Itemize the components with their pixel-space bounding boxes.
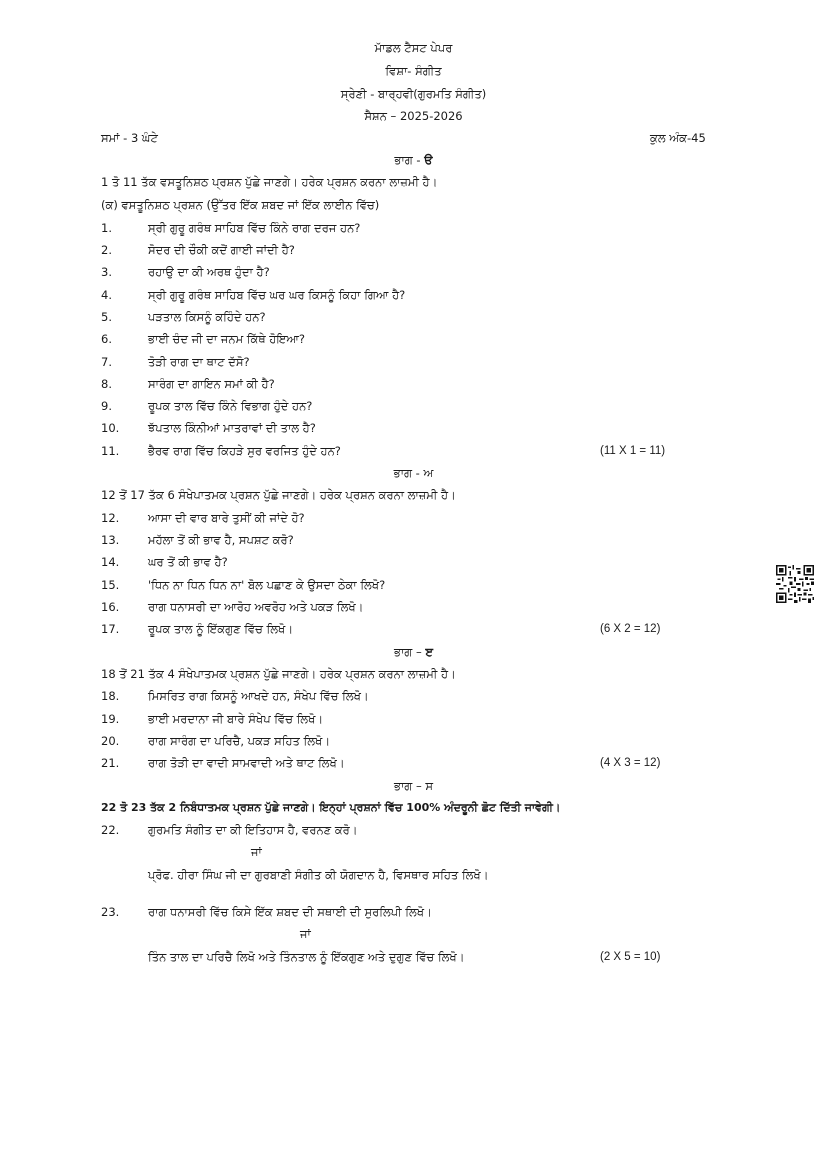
question-text: ਸ੍ਰੀ ਗੁਰੂ ਗਰੰਥ ਸਾਹਿਬ ਵਿੱਚ ਘਰ ਘਰ ਕਿਸਨੂੰ ਕਿਹਾ ਗਿਆ ਹੈ? (148, 288, 406, 302)
question-text: ਮਹੱਲਾ ਤੋਂ ਕੀ ਭਾਵ ਹੈ, ਸਪਸ਼ਟ ਕਰੋ? (148, 533, 294, 547)
question-text: ਪੜਤਾਲ ਕਿਸਨੂੰ ਕਹਿੰਦੇ ਹਨ? (148, 310, 266, 324)
total-marks: ਕੁਲ ਅੰਕ-45 (650, 131, 706, 145)
question-text: ਭਾਈ ਚੰਦ ਜੀ ਦਾ ਜਨਮ ਕਿੱਥੇ ਹੋਇਆ? (148, 332, 305, 346)
question-text-alternative: ਤਿੰਨ ਤਾਲ ਦਾ ਪਰਿਚੈ ਲਿਖੋ ਅਤੇ ਤਿੰਨਤਾਲ ਨੂੰ ਇੱਕਗੁਣ ਅਤੇ ਦੁਗੁਣ ਵਿੱਚ ਲਿਖੋ। (148, 950, 465, 964)
question-text: ਰਾਗ ਧਨਾਸਰੀ ਵਿੱਚ ਕਿਸੇ ਇੱਕ ਸ਼ਬਦ ਦੀ ਸਥਾਈ ਦੀ ਸੁਰਲਿਪੀ ਲਿਖੋ। (148, 905, 432, 919)
question-number: 3. (101, 265, 112, 279)
or-label: ਜਾਂ (251, 845, 262, 859)
question-text: ਗੁਰਮਤਿ ਸੰਗੀਤ ਦਾ ਕੀ ਇਤਿਹਾਸ ਹੈ, ਵਰਨਣ ਕਰੋ। (148, 823, 358, 837)
section-b-heading-letter: ਅ (423, 466, 434, 480)
question-number: 13. (101, 533, 120, 547)
section-d-marks: (2 X 5 = 10) (600, 951, 661, 963)
question-number: 15. (101, 578, 120, 592)
question-number: 10. (101, 421, 120, 435)
question-number: 17. (101, 622, 120, 636)
qr-code-icon (776, 565, 814, 603)
time-allowed: ਸਮਾਂ - 3 ਘੰਟੇ (101, 131, 158, 145)
section-c-instruction: 18 ਤੋਂ 21 ਤੱਕ 4 ਸੰਖੇਪਾਤਮਕ ਪ੍ਰਸ਼ਨ ਪੁੱਛੇ ਜਾਣਗੇ। ਹਰੇਕ ਪ੍ਰਸ਼ਨ ਕਰਨਾ ਲਾਜ਼ਮੀ ਹੈ। (101, 667, 456, 681)
section-d-instruction: 22 ਤੋ 23 ਤੱਕ 2 ਨਿਬੰਧਾਤਮਕ ਪ੍ਰਸ਼ਨ ਪੁੱਛੇ ਜਾਣਗੇ। ਇਨ੍ਹਾਂ ਪ੍ਰਸ਼ਨਾਂ ਵਿੱਚ 100% ਅੰਦਰੂਨੀ ਛੋਟ ਦਿੱਤੀ ਜਾਵੇਗੀ। (101, 801, 561, 814)
section-b-heading (0, 466, 827, 480)
question-text: ਮਿਸਰਿਤ ਰਾਗ ਕਿਸਨੂੰ ਆਖਦੇ ਹਨ, ਸੰਖੇਪ ਵਿੱਚ ਲਿਖੋ। (148, 689, 369, 703)
class-line: ਸ੍ਰੇਣੀ - ਬਾਰ੍ਹਵੀ(ਗੁਰਮਤਿ ਸੰਗੀਤ) (340, 87, 487, 101)
or-label: ਜਾਂ (300, 927, 311, 941)
question-number: 23. (101, 905, 120, 919)
question-number: 12. (101, 511, 120, 525)
section-c-heading-letter: ੲ (425, 645, 434, 659)
question-number: 8. (101, 377, 112, 391)
question-text: ਰੂਪਕ ਤਾਲ ਵਿੱਚ ਕਿੰਨੇ ਵਿਭਾਗ ਹੁੰਦੇ ਹਨ? (148, 399, 313, 413)
question-text: ਰਾਗ ਤੋੜੀ ਦਾ ਵਾਦੀ ਸਾਮਵਾਦੀ ਅਤੇ ਥਾਟ ਲਿਖੋ। (148, 756, 345, 770)
question-text: ਸ੍ਰੀ ਗੁਰੂ ਗਰੰਥ ਸਾਹਿਬ ਵਿੱਚ ਕਿੰਨੇ ਰਾਗ ਦਰਜ ਹਨ? (148, 221, 361, 235)
section-c-heading-prefix: ਭਾਗ – (393, 645, 426, 659)
question-number: 5. (101, 310, 112, 324)
question-number: 19. (101, 712, 120, 726)
section-b-marks: (6 X 2 = 12) (600, 623, 661, 635)
section-a-heading-prefix: ਭਾਗ - (394, 153, 425, 167)
question-text: ਰਹਾਉ ਦਾ ਕੀ ਅਰਥ ਹੁੰਦਾ ਹੈ? (148, 265, 270, 279)
subject-line: ਵਿਸ਼ਾ- ਸੰਗੀਤ (385, 64, 442, 78)
question-number: 18. (101, 689, 120, 703)
question-number: 9. (101, 399, 112, 413)
question-number: 7. (101, 355, 112, 369)
question-number: 11. (101, 444, 120, 458)
question-number: 2. (101, 243, 112, 257)
question-number: 14. (101, 555, 120, 569)
section-d-heading: ਭਾਗ – ਸ (393, 779, 434, 793)
question-number: 22. (101, 823, 120, 837)
section-a-instruction: 1 ਤੋ 11 ਤੱਕ ਵਸਤੂਨਿਸ਼ਠ ਪ੍ਰਸ਼ਨ ਪੁੱਛੇ ਜਾਣਗੇ। ਹਰੇਕ ਪ੍ਰਸ਼ਨ ਕਰਨਾ ਲਾਜ਼ਮੀ ਹੈ। (101, 175, 438, 189)
section-b-heading-prefix: ਭਾਗ - (393, 466, 424, 480)
question-text: ਤੋੜੀ ਰਾਗ ਦਾ ਥਾਟ ਦੱਸੋ? (148, 355, 250, 369)
question-text: ਭਾਈ ਮਰਦਾਨਾ ਜੀ ਬਾਰੇ ਸੰਖੇਪ ਵਿੱਚ ਲਿਖੋ। (148, 712, 324, 726)
question-text: ਭੈਰਵ ਰਾਗ ਵਿੱਚ ਕਿਹੜੇ ਸੁਰ ਵਰਜਿਤ ਹੁੰਦੇ ਹਨ? (148, 444, 341, 458)
question-number: 20. (101, 734, 120, 748)
section-a-heading-letter: ੳ (424, 153, 433, 167)
section-a-sub-instruction: (ਕ) ਵਸਤੂਨਿਸ਼ਠ ਪ੍ਰਸ਼ਨ (ਉੱਤਰ ਇੱਕ ਸ਼ਬਦ ਜਾਂ ਇੱਕ ਲਾਈਨ ਵਿੱਚ) (101, 198, 380, 212)
question-number: 21. (101, 756, 120, 770)
question-number: 16. (101, 600, 120, 614)
paper-title: ਮਾੱਡਲ ਟੈਸਟ ਪੇਪਰ (374, 41, 453, 55)
question-number: 1. (101, 221, 112, 235)
question-text: 'ਧਿਨ ਨਾ ਧਿਨ ਧਿਨ ਨਾ' ਬੋਲ ਪਛਾਣ ਕੇ ਉਸਦਾ ਠੇਕਾ ਲਿਖੋ? (148, 578, 386, 592)
section-b-instruction: 12 ਤੋਂ 17 ਤੱਕ 6 ਸੰਖੇਪਾਤਮਕ ਪ੍ਰਸ਼ਨ ਪੁੱਛੇ ਜਾਣਗੇ। ਹਰੇਕ ਪ੍ਰਸ਼ਨ ਕਰਨਾ ਲਾਜ਼ਮੀ ਹੈ। (101, 488, 456, 502)
question-text: ਰਾਗ ਧਨਾਸਰੀ ਦਾ ਆਰੋਹ ਅਵਰੋਹ ਅਤੇ ਪਕੜ ਲਿਖੋ। (148, 600, 364, 614)
question-number: 6. (101, 332, 112, 346)
session-line: ਸੈਸ਼ਨ – 2025-2026 (364, 109, 463, 123)
question-text: ਝੱਪਤਾਲ ਕਿੰਨੀਆਂ ਮਾਤਰਾਵਾਂ ਦੀ ਤਾਲ ਹੈ? (148, 421, 316, 435)
question-text-alternative: ਪ੍ਰੋਫ. ਹੀਰਾ ਸਿੰਘ ਜੀ ਦਾ ਗੁਰਬਾਣੀ ਸੰਗੀਤ ਕੀ ਯੋਗਦਾਨ ਹੈ, ਵਿਸਥਾਰ ਸਹਿਤ ਲਿਖੋ। (148, 868, 489, 882)
question-text: ਸੋਦਰ ਦੀ ਚੌਕੀ ਕਦੋਂ ਗਾਈ ਜਾਂਦੀ ਹੈ? (148, 243, 295, 257)
question-text: ਰੂਪਕ ਤਾਲ ਨੂੰ ਇੱਕਗੁਣ ਵਿੱਚ ਲਿਖੋ। (148, 622, 294, 636)
section-a-marks: (11 X 1 = 11) (600, 445, 666, 457)
question-text: ਆਸਾ ਦੀ ਵਾਰ ਬਾਰੇ ਤੁਸੀਂ ਕੀ ਜਾਂਦੇ ਹੋ? (148, 511, 305, 525)
section-c-heading (0, 645, 827, 659)
question-text: ਸਾਰੰਗ ਦਾ ਗਾਇਨ ਸਮਾਂ ਕੀ ਹੈ? (148, 377, 275, 391)
question-number: 4. (101, 288, 112, 302)
question-text: ਰਾਗ ਸਾਰੰਗ ਦਾ ਪਰਿਚੈ, ਪਕੜ ਸਹਿਤ ਲਿਖੋ। (148, 734, 331, 748)
question-text: ਘਰ ਤੋਂ ਕੀ ਭਾਵ ਹੈ? (148, 555, 228, 569)
section-c-marks: (4 X 3 = 12) (600, 757, 661, 769)
section-a-heading (0, 153, 827, 167)
